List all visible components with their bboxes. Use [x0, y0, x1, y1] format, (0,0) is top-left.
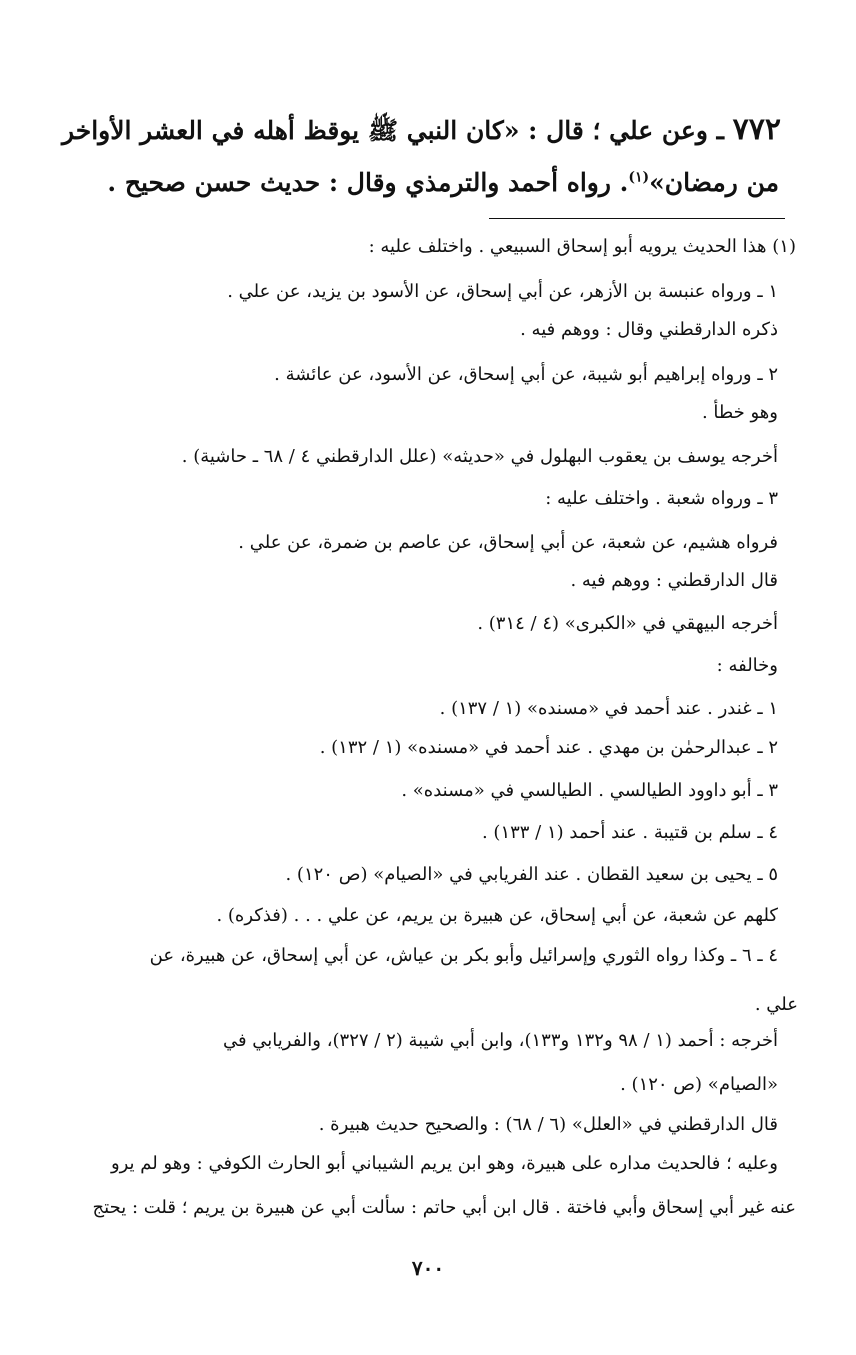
- footnote-line: ٣ ـ ورواه شعبة . واختلف عليه :: [545, 488, 778, 509]
- footnote-line: عنه غير أبي إسحاق وأبي فاختة . قال ابن أبي حاتم : سألت أبي عن هبيرة بن يريم ؛ قلت : يحتج: [92, 1197, 796, 1218]
- footnote-line: ذكره الدارقطني وقال : ووهم فيه .: [520, 319, 778, 340]
- footnote-separator: [489, 218, 785, 219]
- footnote-line: أخرجه : أحمد (١ / ٩٨ و١٣٢ و١٣٣)، وابن أبي شيبة (٢ / ٣٢٧)، والفريابي في: [222, 1030, 778, 1051]
- footnote-line: ٣ ـ أبو داوود الطيالسي . الطيالسي في «مسنده» .: [401, 780, 778, 801]
- footnote-line: علي .: [754, 994, 798, 1015]
- hadith-line-2-start: من رمضان»: [649, 168, 779, 197]
- footnote-line: «الصيام» (ص ١٢٠) .: [620, 1074, 778, 1095]
- footnote-line: ٤ ـ ٦ ـ وكذا رواه الثوري وإسرائيل وأبو بكر بن عياش، عن أبي إسحاق، عن هبيرة، عن: [149, 945, 778, 966]
- footnote-line: (١) هذا الحديث يرويه أبو إسحاق السبيعي . واختلف عليه :: [368, 236, 796, 257]
- footnote-line: كلهم عن شعبة، عن أبي إسحاق، عن هبيرة بن يريم، عن علي . . . (فذكره) .: [216, 905, 778, 926]
- page-number: ٧٠٠: [411, 1256, 445, 1280]
- footnote-line: ٢ ـ عبدالرحمٰن بن مهدي . عند أحمد في «مسنده» (١ / ١٣٢) .: [319, 737, 778, 758]
- footnote-line: ١ ـ ورواه عنبسة بن الأزهر، عن أبي إسحاق، عن الأسود بن يزيد، عن علي .: [227, 281, 778, 302]
- footnote-line: أخرجه البيهقي في «الكبرى» (٤ / ٣١٤) .: [477, 613, 778, 634]
- hadith-number: ٧٧٢: [732, 112, 781, 147]
- footnote-line: وخالفه :: [716, 655, 778, 676]
- hadith-line-2: [107, 168, 779, 197]
- footnote-line: ٤ ـ سلم بن قتيبة . عند أحمد (١ / ١٣٣) .: [481, 822, 778, 843]
- hadith-line-1-text: ـ وعن علي ؛ قال : «كان النبي ﷺ يوقظ أهله في العشر الأواخر: [61, 116, 733, 145]
- footnote-line: قال الدارقطني : ووهم فيه .: [570, 570, 778, 591]
- footnote-line: أخرجه يوسف بن يعقوب البهلول في «حديثه» (علل الدارقطني ٤ / ٦٨ ـ حاشية) .: [181, 446, 778, 467]
- footnote-line: وعليه ؛ فالحديث مداره على هبيرة، وهو ابن يريم الشيباني أبو الحارث الكوفي : وهو لم يرو: [110, 1153, 778, 1174]
- hadith-line-2-end: . رواه أحمد والترمذي وقال : حديث حسن صحيح .: [107, 168, 629, 197]
- footnote-line: فرواه هشيم، عن شعبة، عن أبي إسحاق، عن عاصم بن ضمرة، عن علي .: [238, 532, 778, 553]
- footnote-line: قال الدارقطني في «العلل» (٦ / ٦٨) : والصحيح حديث هبيرة .: [318, 1114, 778, 1135]
- footnote-line: وهو خطأ .: [701, 402, 778, 423]
- footnote-line: ١ ـ غندر . عند أحمد في «مسنده» (١ / ١٣٧) .: [439, 698, 778, 719]
- footnote-line: ٥ ـ يحيى بن سعيد القطان . عند الفريابي في «الصيام» (ص ١٢٠) .: [285, 864, 778, 885]
- footnote-reference[interactable]: (١): [628, 169, 650, 186]
- footnote-line: ٢ ـ ورواه إبراهيم أبو شيبة، عن أبي إسحاق، عن الأسود، عن عائشة .: [274, 364, 778, 385]
- hadith-line-1: [62, 112, 781, 152]
